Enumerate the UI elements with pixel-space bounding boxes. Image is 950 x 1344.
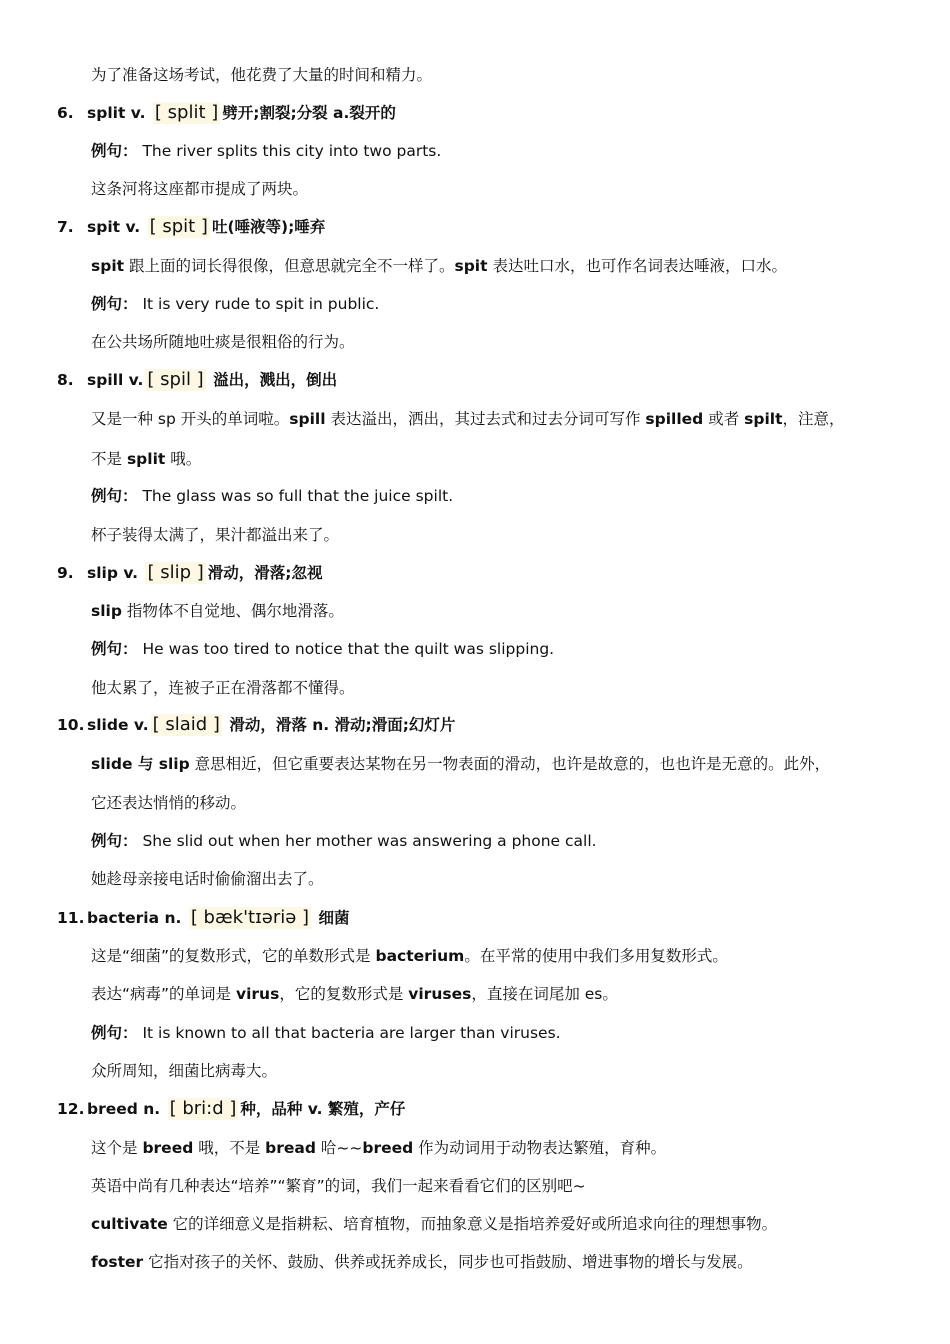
explanation-text: 指物体不自觉地、偶尔地滑落。 <box>121 602 344 620</box>
entry-number: 12. <box>57 1100 85 1118</box>
explanation-text: 表达“病毒”的单词是 <box>91 985 236 1003</box>
keyword: spit <box>454 257 488 275</box>
example-text: He was too tired to notice that the quilt was slipping. <box>142 640 555 658</box>
explanation-text: 不是 <box>91 450 127 468</box>
keyword: cultivate <box>91 1215 168 1233</box>
example-label: 例句： <box>91 295 138 313</box>
explanation-text: 意思相近，但它重要表达某物在另一物表面的滑动，也许是故意的，也也许是无意的。此外， <box>189 755 831 773</box>
keyword: viruses <box>408 985 472 1003</box>
example-translation: 众所周知，细菌比病毒大。 <box>91 1062 278 1080</box>
phonetic: [ spil ] <box>147 369 204 390</box>
entry-meaning: 滑动，滑落;忽视 <box>207 564 323 582</box>
explanation-text: 哦。 <box>165 450 202 468</box>
example-text: The river splits this city into two parts. <box>142 142 442 160</box>
entry-heading-slip <box>57 562 322 584</box>
keyword: foster <box>91 1253 144 1271</box>
example-text: She slid out when her mother was answering a phone call. <box>142 832 597 850</box>
example-label: 例句： <box>91 487 138 505</box>
example-translation: 这条河将这座都市提成了两块。 <box>91 180 309 198</box>
explanation: 英语中尚有几种表达“培养”“繁育”的词，我们一起来看看它们的区别吧~ <box>91 1177 586 1195</box>
explanation <box>91 983 618 1005</box>
entry-heading-slide <box>57 714 455 736</box>
keyword: bacterium <box>375 947 465 965</box>
intro-translation: 为了准备这场考试，他花费了大量的时间和精力。 <box>91 66 433 84</box>
entry-word: spill v. <box>87 371 144 389</box>
entry-meaning: 滑动，滑落 n. 滑动;滑面;幻灯片 <box>223 716 456 734</box>
example-label: 例句： <box>91 640 138 658</box>
entry-heading-spit <box>57 216 325 238</box>
keyword: spilled <box>645 410 704 428</box>
keyword: spit <box>91 257 125 275</box>
example-sentence <box>91 1022 561 1044</box>
entry-word: spit v. <box>87 218 141 236</box>
keyword: virus <box>236 985 280 1003</box>
phonetic: [ bri:d ] <box>169 1098 237 1119</box>
explanation-text: ，直接在词尾加 es。 <box>471 985 618 1003</box>
entry-number: 7. <box>57 218 74 236</box>
example-label: 例句： <box>91 142 138 160</box>
entry-meaning: 吐(唾液等);唾弃 <box>211 218 326 236</box>
explanation-text: 哈~~ <box>315 1139 363 1157</box>
entry-word: slip v. <box>87 564 139 582</box>
explanation <box>91 945 728 967</box>
explanation <box>91 1137 666 1159</box>
entry-number: 11. <box>57 909 85 927</box>
phonetic: [ bæk'tɪəriə ] <box>190 907 310 928</box>
explanation-text: 这是“细菌”的复数形式，它的单数形式是 <box>91 947 376 965</box>
entry-heading-breed <box>57 1098 405 1120</box>
phonetic: [ spit ] <box>149 216 208 237</box>
keyword: slip <box>91 602 122 620</box>
entry-heading-spill <box>57 369 337 391</box>
explanation <box>91 448 201 470</box>
explanation-text: 又是一种 sp 开头的单词啦。 <box>91 410 290 428</box>
example-text: It is known to all that bacteria are larger than viruses. <box>142 1024 561 1042</box>
explanation-text: 它的详细意义是指耕耘、培育植物，而抽象意义是指培养爱好或所追求向往的理想事物。 <box>167 1215 778 1233</box>
explanation-text: 哦，不是 <box>193 1139 266 1157</box>
example-sentence <box>91 638 554 660</box>
entry-word: split v. <box>87 104 146 122</box>
example-sentence <box>91 485 453 507</box>
entry-meaning: 种，品种 v. 繁殖，产仔 <box>240 1100 406 1118</box>
explanation-text: 它指对孩子的关怀、鼓励、供养或抚养成长，同步也可指鼓励、增进事物的增长与发展。 <box>143 1253 753 1271</box>
entry-word: breed n. <box>87 1100 161 1118</box>
keyword: breed <box>142 1139 194 1157</box>
entry-meaning: 细菌 <box>313 909 350 927</box>
entry-number: 6. <box>57 104 74 122</box>
explanation-text: 或者 <box>703 410 745 428</box>
example-text: It is very rude to spit in public. <box>142 295 380 313</box>
example-sentence <box>91 140 441 162</box>
entry-word: slide v. <box>87 716 149 734</box>
explanation: 它还表达悄悄的移动。 <box>91 794 247 812</box>
entry-heading-split <box>57 102 396 124</box>
explanation-text: 表达吐口水，也可作名词表达唾液，口水。 <box>487 257 787 275</box>
keyword: slide 与 slip <box>91 755 190 773</box>
example-label: 例句： <box>91 1024 138 1042</box>
example-sentence <box>91 830 597 852</box>
example-translation: 他太累了，连被子正在滑落都不懂得。 <box>91 679 355 697</box>
example-translation: 在公共场所随地吐痰是很粗俗的行为。 <box>91 333 355 351</box>
explanation-text: 。在平常的使用中我们多用复数形式。 <box>464 947 728 965</box>
entry-number: 9. <box>57 564 74 582</box>
example-translation: 杯子装得太满了，果汁都溢出来了。 <box>91 526 340 544</box>
example-label: 例句： <box>91 832 138 850</box>
entry-number: 8. <box>57 371 74 389</box>
explanation-text: ，它的复数形式是 <box>279 985 409 1003</box>
keyword: spilt <box>744 410 783 428</box>
explanation <box>91 1213 777 1235</box>
keyword: bread <box>265 1139 316 1157</box>
phonetic: [ slip ] <box>147 562 204 583</box>
phonetic: [ split ] <box>154 102 219 123</box>
entry-meaning: 劈开;割裂;分裂 a.裂开的 <box>222 104 396 122</box>
explanation <box>91 1251 753 1273</box>
example-translation: 她趁母亲接电话时偷偷溜出去了。 <box>91 870 324 888</box>
explanation-text: ，注意， <box>782 410 845 428</box>
explanation <box>91 600 344 622</box>
explanation-text: 表达溢出，洒出，其过去式和过去分词可写作 <box>325 410 646 428</box>
explanation-text: 作为动词用于动物表达繁殖，育种。 <box>413 1139 667 1157</box>
entry-number: 10. <box>57 716 85 734</box>
explanation <box>91 753 830 775</box>
keyword: breed <box>362 1139 414 1157</box>
explanation <box>91 408 845 430</box>
explanation-text: 这个是 <box>91 1139 143 1157</box>
example-sentence <box>91 293 379 315</box>
entry-meaning: 溢出，溅出，倒出 <box>207 371 338 389</box>
keyword: spill <box>289 410 326 428</box>
phonetic: [ slaid ] <box>152 714 220 735</box>
keyword: split <box>126 450 166 468</box>
entry-word: bacteria n. <box>87 909 182 927</box>
explanation <box>91 255 787 277</box>
example-text: The glass was so full that the juice spilt. <box>142 487 454 505</box>
entry-heading-bacteria <box>57 907 349 929</box>
explanation-text: 跟上面的词长得很像，但意思就完全不一样了。 <box>124 257 455 275</box>
